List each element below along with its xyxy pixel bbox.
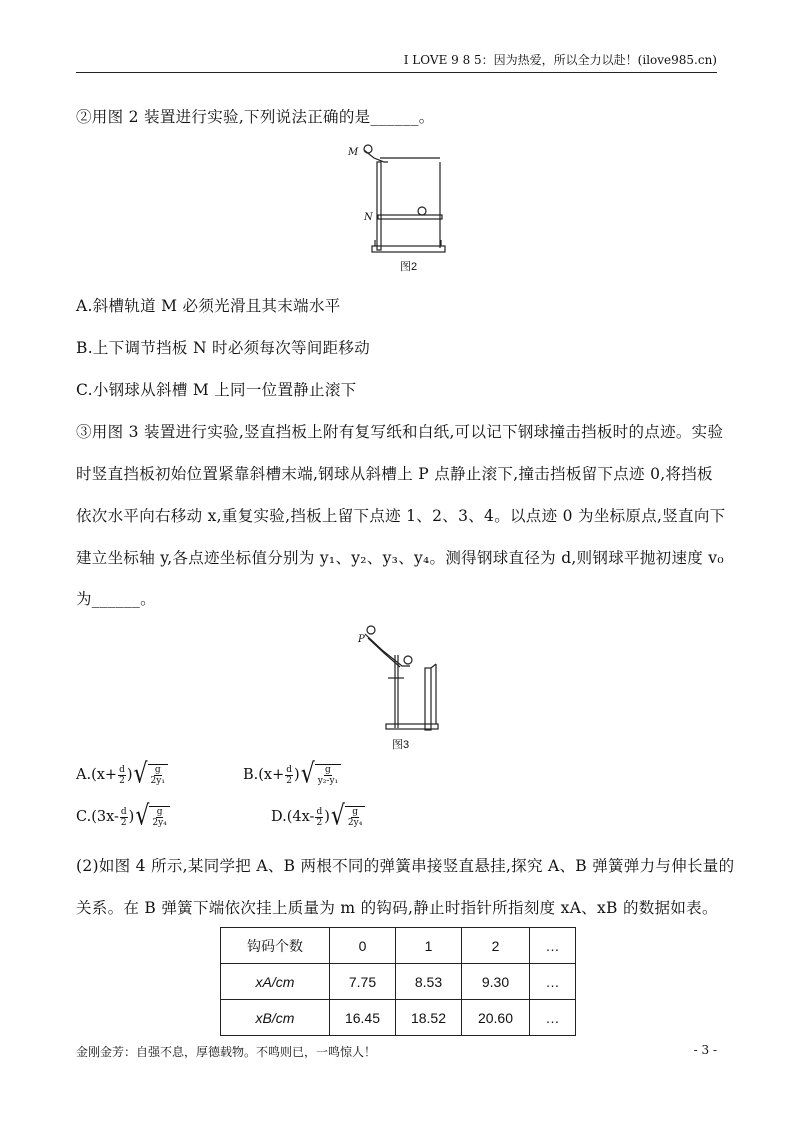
sqrt: √ $\frac{g}{\text{y₂-y₁}}$	[301, 764, 341, 786]
figure-3-caption: 图3	[392, 739, 410, 751]
sqrt: √ $\frac{g}{\text{2y₄}}$	[331, 806, 365, 828]
figure-2	[340, 140, 450, 275]
table-cell: 20.60	[462, 1000, 530, 1036]
table-row	[221, 964, 576, 1000]
page-number: - 3 -	[693, 1043, 717, 1057]
label-p: P	[358, 634, 365, 645]
q3-stem-line-5: 为______。	[76, 590, 156, 608]
q3-stem-line-4: 建立坐标轴 y,各点迹坐标值分别为 y₁、y₂、y₃、y₄。测得钢球直径为 d,则钢球平抛初速度 v₀	[76, 549, 724, 567]
q3-option-a: A. (x+ $\frac{d}{2}$ ) √ $\frac{g}{\text{2y₁}}$	[76, 764, 168, 786]
q3-option-c: C. (3x- $\frac{d}{2}$ ) √ $\frac{g}{\text{2y₄}}$	[76, 806, 170, 828]
q3-option-b: B. (x+ $\frac{d}{2}$ ) √ $\frac{g}{\text{y₂-y₁}}$	[243, 764, 341, 786]
page-header: I LOVE 9 8 5：因为热爱，所以全力以赴！(ilove985.cn)	[403, 53, 717, 67]
table-cell: 18.52	[396, 1000, 462, 1036]
q2-option-c: C.小钢球从斜槽 M 上同一位置静止滚下	[76, 381, 357, 399]
table-header-cell: 0	[330, 928, 396, 964]
figure-2-caption: 图2	[400, 261, 418, 273]
table-header-row	[221, 928, 576, 964]
q2-option-b: B.上下调节挡板 N 时必须每次等间距移动	[76, 339, 371, 357]
sqrt: √ $\frac{g}{\text{2y₁}}$	[134, 764, 168, 786]
sqrt: √ $\frac{g}{\text{2y₄}}$	[135, 806, 169, 828]
table-header-cell: …	[530, 928, 576, 964]
table-cell: 7.75	[330, 964, 396, 1000]
table-cell: …	[530, 964, 576, 1000]
table-cell: …	[530, 1000, 576, 1036]
table-cell: xA/cm	[221, 964, 330, 1000]
table-cell: 8.53	[396, 964, 462, 1000]
footer-motto: 金刚金芳：自强不息，厚德载物。不鸣则已，一鸣惊人！	[76, 1045, 377, 1059]
table-header-cell: 1	[396, 928, 462, 964]
label-n: N	[364, 212, 373, 223]
q3-stem-line-3: 依次水平向右移动 x,重复实验,挡板上留下点迹 1、2、3、4。以点迹 0 为坐标原点,竖直向下	[76, 507, 726, 525]
figure-3	[350, 620, 450, 755]
fraction: $\frac{d}{2}$	[120, 806, 127, 828]
part2-line-1: (2)如图 4 所示,某同学把 A、B 两根不同的弹簧串接竖直悬挂,探究 A、B 弹簧弹力与伸长量的	[76, 857, 735, 875]
table-header-cell: 钩码个数	[221, 928, 330, 964]
q2-option-a: A.斜槽轨道 M 必须光滑且其末端水平	[76, 297, 341, 315]
spring-data-table	[220, 927, 576, 1036]
q3-option-d: D. (4x- $\frac{d}{2}$ ) √ $\frac{g}{\text{2y₄}}$	[271, 806, 365, 828]
fraction: $\frac{d}{2}$	[286, 764, 293, 786]
table-cell: xB/cm	[221, 1000, 330, 1036]
fraction: $\frac{d}{2}$	[316, 806, 323, 828]
q3-stem-line-1: ③用图 3 装置进行实验,竖直挡板上附有复写纸和白纸,可以记下钢球撞击挡板时的点迹。实验	[76, 423, 724, 441]
q3-stem-line-2: 时竖直挡板初始位置紧靠斜槽末端,钢球从斜槽上 P 点静止滚下,撞击挡板留下点迹 0,将挡板	[76, 465, 713, 483]
header-rule	[76, 72, 717, 73]
q2-stem: ②用图 2 装置进行实验,下列说法正确的是______。	[76, 108, 435, 126]
label-m: M	[348, 147, 359, 158]
table-cell: 16.45	[330, 1000, 396, 1036]
part2-line-2: 关系。在 B 弹簧下端依次挂上质量为 m 的钩码,静止时指针所指刻度 xA、xB 的数据如表。	[76, 899, 718, 917]
table-header-cell: 2	[462, 928, 530, 964]
table-cell: 9.30	[462, 964, 530, 1000]
fraction: $\frac{d}{2}$	[119, 764, 125, 786]
table-row	[221, 1000, 576, 1036]
